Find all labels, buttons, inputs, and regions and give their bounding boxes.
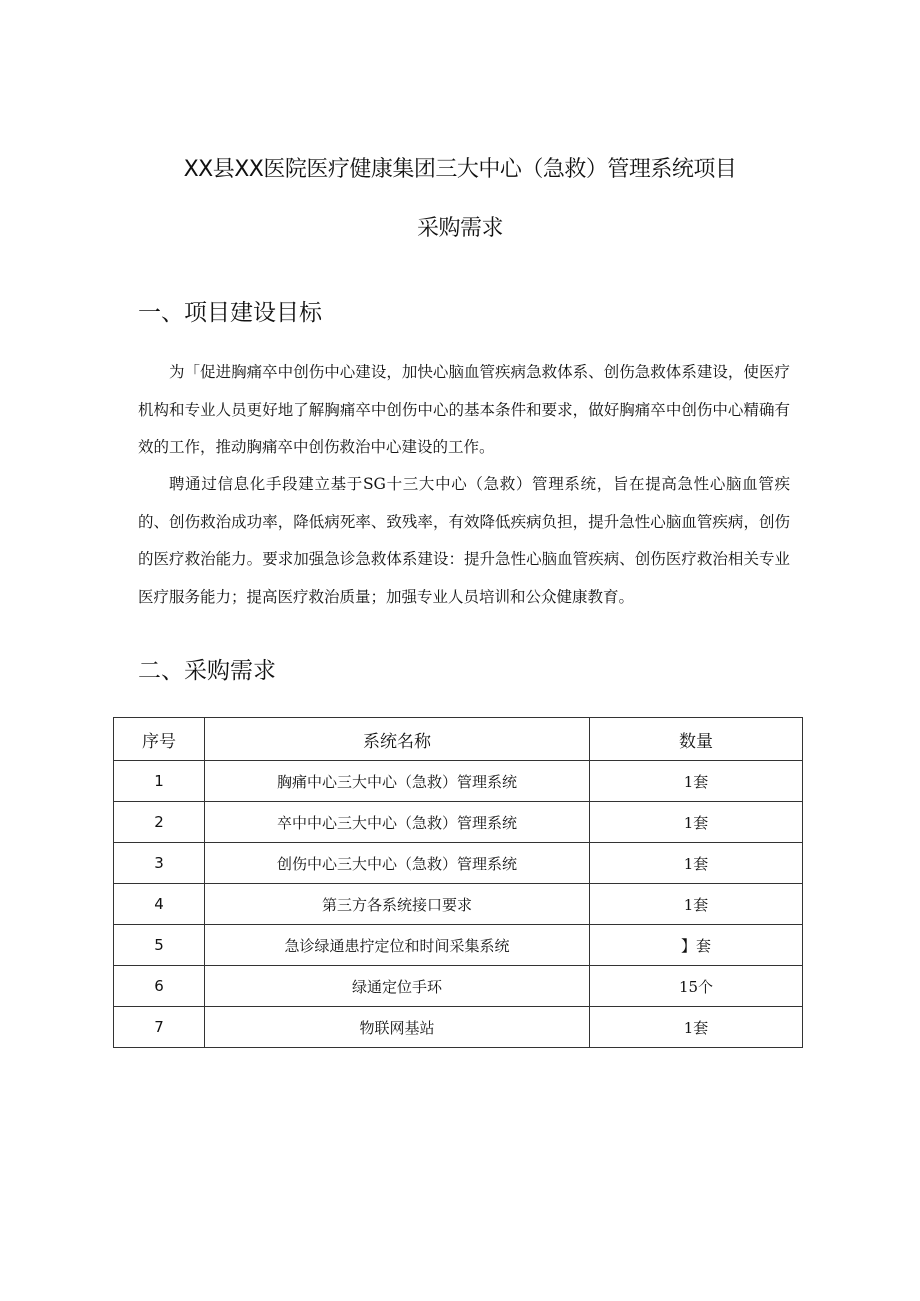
table-header-row <box>114 718 803 761</box>
cell-quantity: 15个 <box>590 966 803 1007</box>
column-header-number: 序号 <box>114 718 205 761</box>
cell-quantity: 1套 <box>590 802 803 843</box>
table-row <box>114 761 803 802</box>
cell-quantity: 1套 <box>590 884 803 925</box>
cell-number: 5 <box>114 925 205 966</box>
paragraph-goal-1: 为「促进胸痛卒中创伤中心建设，加快心脑血管疾病急救体系、创伤急救体系建设，使医疗机构和专业人员更好地了解胸痛卒中创伤中心的基本条件和要求，做好胸痛卒中创伤中心精确有效的工作，推动胸痛卒中创伤救治中心建设的工作。 <box>138 363 790 456</box>
column-header-system-name: 系统名称 <box>205 718 590 761</box>
document-title: XX县XX医院医疗健康集团三大中心（急救）管理系统项目 <box>183 157 737 182</box>
document-subtitle: 采购需求 <box>416 216 503 241</box>
cell-system-name: 创伤中心三大中心（急救）管理系统 <box>205 843 590 884</box>
cell-number: 6 <box>114 966 205 1007</box>
cell-system-name: 急诊绿通患拧定位和时间采集系统 <box>205 925 590 966</box>
paragraph-goal-2: 聘通过信息化手段建立基于SG十三大中心（急救）管理系统，旨在提高急性心脑血管疾的、创伤救治成功率，降低病死率、致残率，有效降低疾病负担，提升急性心脑血管疾病，创伤的医疗救治能力。要求加强急诊急救体系建设：提升急性心脑血管疾病、创伤医疗救治相关专业医疗服务能力；提高医疗救治质量；加强专业人员培训和公众健康教育。 <box>138 475 790 606</box>
cell-quantity: 1套 <box>590 843 803 884</box>
cell-quantity: 1套 <box>590 761 803 802</box>
table-row <box>114 884 803 925</box>
cell-number: 7 <box>114 1007 205 1048</box>
cell-system-name: 胸痛中心三大中心（急救）管理系统 <box>205 761 590 802</box>
cell-number: 3 <box>114 843 205 884</box>
table-row <box>114 966 803 1007</box>
cell-quantity: 1套 <box>590 1007 803 1048</box>
cell-number: 2 <box>114 802 205 843</box>
table-row <box>114 925 803 966</box>
cell-number: 4 <box>114 884 205 925</box>
cell-system-name: 绿通定位手环 <box>205 966 590 1007</box>
table-row <box>114 802 803 843</box>
table-row <box>114 1007 803 1048</box>
column-header-quantity: 数量 <box>590 718 803 761</box>
cell-system-name: 物联网基站 <box>205 1007 590 1048</box>
cell-number: 1 <box>114 761 205 802</box>
table-row <box>114 843 803 884</box>
cell-system-name: 卒中中心三大中心（急救）管理系统 <box>205 802 590 843</box>
section-heading-procurement: 二、采购需求 <box>138 658 276 684</box>
cell-quantity: 】套 <box>590 925 803 966</box>
cell-system-name: 第三方各系统接口要求 <box>205 884 590 925</box>
procurement-table <box>113 717 803 1048</box>
section-heading-goals: 一、项目建设目标 <box>138 300 322 326</box>
